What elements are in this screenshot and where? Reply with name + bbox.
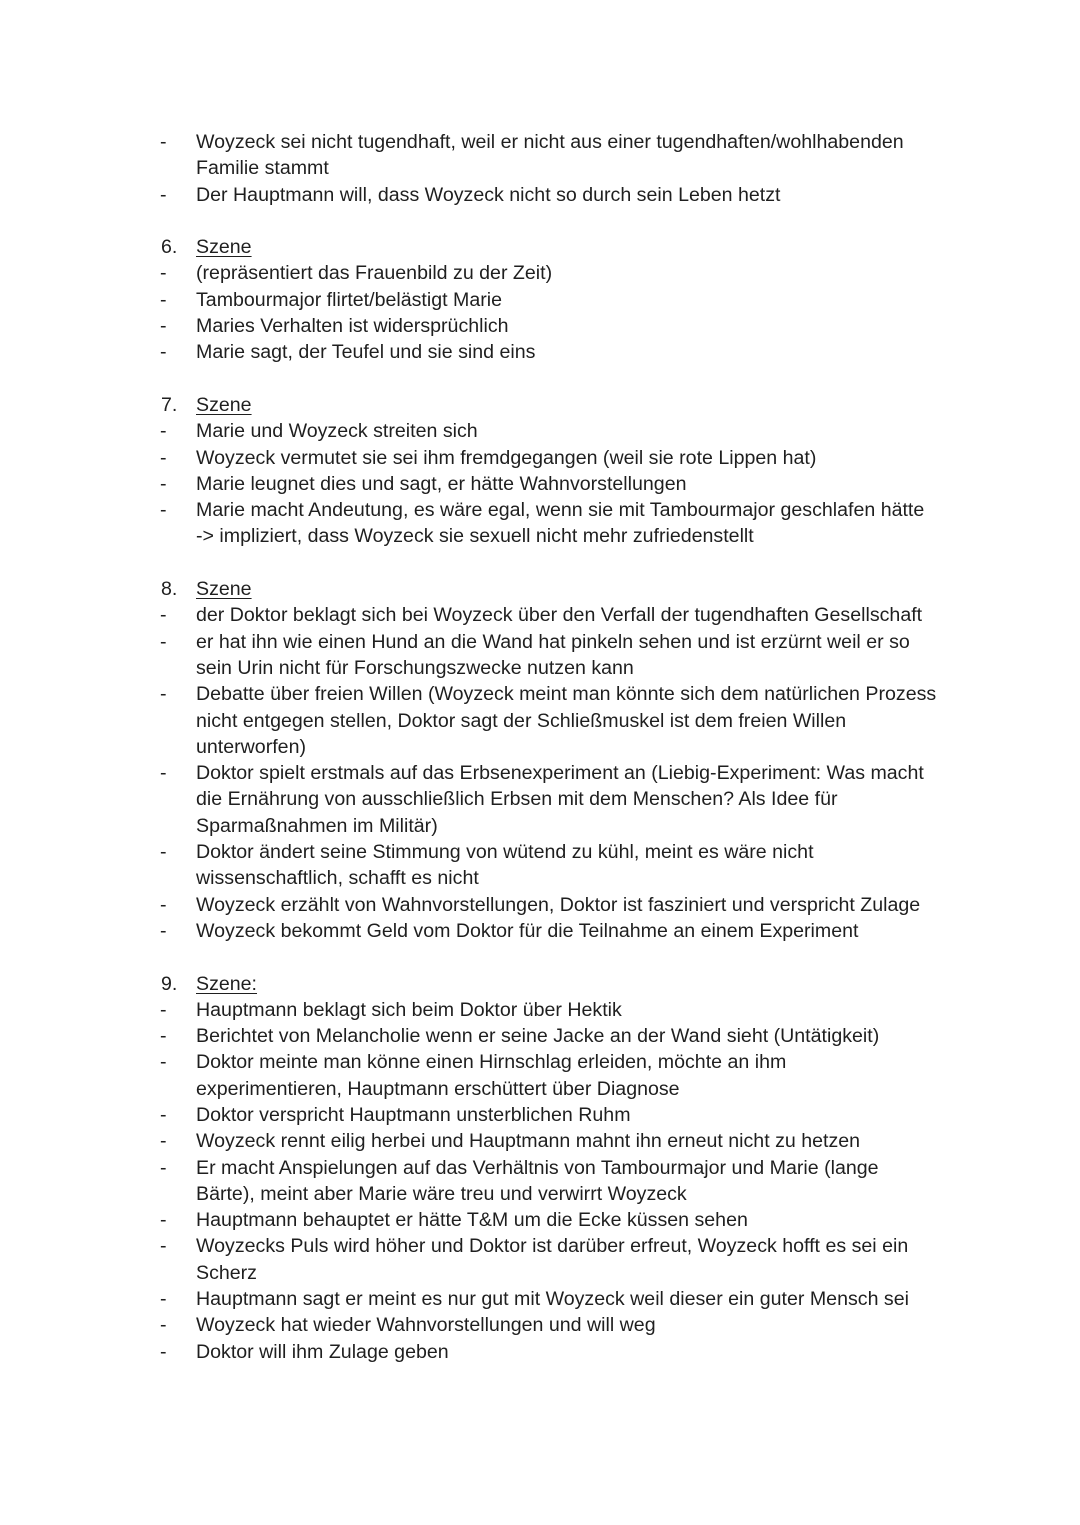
dash-marker: - [160, 1314, 167, 1337]
scene-title: Szene [196, 578, 252, 601]
scene-title: Szene [196, 393, 252, 416]
bullet-item [0, 1155, 1080, 1208]
bullet-line [0, 708, 1080, 734]
dash-marker: - [160, 1235, 167, 1258]
bullet-text: er hat ihn wie einen Hund an die Wand hat pinkeln sehen und ist erzürnt weil er so [196, 630, 910, 653]
intro-bullets [0, 129, 1080, 208]
bullet-item [0, 1339, 1080, 1365]
scene-heading [0, 971, 1080, 997]
bullet-text: Der Hauptmann will, dass Woyzeck nicht so durch sein Leben hetzt [196, 183, 781, 206]
bullet-line [0, 629, 1080, 655]
bullet-text: Woyzeck vermutet sie sei ihm fremdgegangen (weil sie rote Lippen hat) [196, 446, 817, 469]
bullet-item [0, 681, 1080, 760]
bullet-line [0, 681, 1080, 707]
bullet-text: Marie und Woyzeck streiten sich [196, 420, 478, 443]
scene-section [0, 971, 1080, 1365]
bullet-text: Doktor spielt erstmals auf das Erbsenexperiment an (Liebig-Experiment: Was macht [196, 762, 924, 785]
dash-marker: - [160, 315, 167, 338]
bullet-text: Tambourmajor flirtet/belästigt Marie [196, 288, 502, 311]
bullet-line [0, 182, 1080, 208]
bullet-text: Berichtet von Melancholie wenn er seine Jacke an der Wand sieht (Untätigkeit) [196, 1025, 880, 1048]
dash-marker: - [160, 683, 167, 706]
bullet-line [0, 1023, 1080, 1049]
bullet-line [0, 471, 1080, 497]
bullet-text: Marie sagt, der Teufel und sie sind eins [196, 341, 536, 364]
dash-marker: - [160, 262, 167, 285]
bullet-text: die Ernährung von ausschließlich Erbsen mit dem Menschen? Als Idee für [196, 788, 838, 811]
dash-marker: - [160, 841, 167, 864]
scene-number: 9. [161, 972, 178, 995]
bullet-line [0, 655, 1080, 681]
dash-marker: - [160, 472, 167, 495]
bullet-line [0, 523, 1080, 549]
dash-marker: - [160, 1288, 167, 1311]
bullet-item [0, 182, 1080, 208]
bullet-line [0, 1102, 1080, 1128]
bullet-text: Woyzeck rennt eilig herbei und Hauptmann mahnt ihn erneut nicht zu hetzen [196, 1130, 861, 1153]
dash-marker: - [160, 341, 167, 364]
bullet-text: nicht entgegen stellen, Doktor sagt der Schließmuskel ist dem freien Willen [196, 709, 847, 732]
bullet-line [0, 1181, 1080, 1207]
scene-number: 8. [161, 578, 178, 601]
bullet-item [0, 260, 1080, 286]
scene-title: Szene: [196, 972, 258, 995]
dash-marker: - [160, 131, 167, 153]
bullet-text: Woyzeck bekommt Geld vom Doktor für die Teilnahme an einem Experiment [196, 919, 859, 942]
notes-content [0, 129, 1080, 1365]
bullet-text: Woyzeck erzählt von Wahnvorstellungen, Doktor ist fasziniert und verspricht Zulage [196, 893, 921, 916]
bullet-line [0, 445, 1080, 471]
bullet-item [0, 918, 1080, 944]
bullet-line [0, 497, 1080, 523]
bullet-text: Doktor meinte man könne einen Hirnschlag erleiden, möchte an ihm [196, 1051, 787, 1074]
bullet-line [0, 602, 1080, 628]
bullet-line [0, 1155, 1080, 1181]
bullet-text: (repräsentiert das Frauenbild zu der Zeit) [196, 262, 553, 285]
bullet-item [0, 1312, 1080, 1338]
bullet-line [0, 1286, 1080, 1312]
bullet-item [0, 1207, 1080, 1233]
bullet-line [0, 760, 1080, 786]
bullet-line [0, 313, 1080, 339]
scene-section [0, 576, 1080, 944]
bullet-text: Woyzeck hat wieder Wahnvorstellungen und will weg [196, 1314, 656, 1337]
bullet-item [0, 1128, 1080, 1154]
dash-marker: - [160, 1156, 167, 1179]
scene-heading [0, 576, 1080, 602]
bullet-text: Familie stammt [196, 157, 329, 180]
dash-marker: - [160, 446, 167, 469]
bullet-text: -> impliziert, dass Woyzeck sie sexuell nicht mehr zufriedenstellt [196, 525, 754, 548]
bullet-text: Marie macht Andeutung, es wäre egal, wenn sie mit Tambourmajor geschlafen hätte [196, 499, 925, 522]
dash-marker: - [160, 762, 167, 785]
bullet-line [0, 287, 1080, 313]
dash-marker: - [160, 1025, 167, 1048]
scene-number: 6. [161, 236, 178, 259]
bullet-item [0, 1102, 1080, 1128]
bullet-item [0, 1286, 1080, 1312]
scene-heading [0, 234, 1080, 260]
dash-marker: - [160, 630, 167, 653]
bullet-line [0, 1233, 1080, 1259]
bullet-text: experimentieren, Hauptmann erschüttert über Diagnose [196, 1077, 680, 1100]
bullet-line [0, 129, 1080, 155]
bullet-text: Debatte über freien Willen (Woyzeck meint man könnte sich dem natürlichen Prozess [196, 683, 937, 706]
bullet-item [0, 1233, 1080, 1286]
bullet-line [0, 1049, 1080, 1075]
bullet-item [0, 129, 1080, 182]
bullet-text: Hauptmann sagt er meint es nur gut mit Woyzeck weil dieser ein guter Mensch sei [196, 1288, 909, 1311]
scene-section [0, 234, 1080, 365]
bullet-item [0, 1023, 1080, 1049]
bullet-line [0, 892, 1080, 918]
bullet-item [0, 497, 1080, 550]
dash-marker: - [160, 1103, 167, 1126]
bullet-text: Maries Verhalten ist widersprüchlich [196, 315, 509, 338]
bullet-text: Woyzeck sei nicht tugendhaft, weil er nicht aus einer tugendhaften/wohlhabenden [196, 131, 904, 153]
scene-number: 7. [161, 393, 178, 416]
section-spacer [0, 944, 1080, 970]
bullet-item [0, 602, 1080, 628]
dash-marker: - [160, 919, 167, 942]
dash-marker: - [160, 604, 167, 627]
bullet-line [0, 786, 1080, 812]
bullet-text: unterworfen) [196, 735, 306, 758]
bullet-text: Hauptmann beklagt sich beim Doktor über Hektik [196, 998, 622, 1021]
dash-marker: - [160, 893, 167, 916]
bullet-line [0, 339, 1080, 365]
dash-marker: - [160, 288, 167, 311]
bullet-item [0, 892, 1080, 918]
dash-marker: - [160, 420, 167, 443]
bullet-text: Doktor verspricht Hauptmann unsterblichen Ruhm [196, 1103, 631, 1126]
bullet-line [0, 813, 1080, 839]
bullet-line [0, 1260, 1080, 1286]
bullet-item [0, 997, 1080, 1023]
bullet-item [0, 760, 1080, 839]
bullet-item [0, 313, 1080, 339]
dash-marker: - [160, 499, 167, 522]
bullet-text: Sparmaßnahmen im Militär) [196, 814, 438, 837]
dash-marker: - [160, 1340, 167, 1363]
bullet-line [0, 918, 1080, 944]
bullet-text: Woyzecks Puls wird höher und Doktor ist darüber erfreut, Woyzeck hofft es sei ein [196, 1235, 909, 1258]
bullet-item [0, 839, 1080, 892]
bullet-line [0, 1076, 1080, 1102]
bullet-line [0, 1339, 1080, 1365]
dash-marker: - [160, 1209, 167, 1232]
dash-marker: - [160, 183, 167, 206]
bullet-item [0, 629, 1080, 682]
bullet-item [0, 287, 1080, 313]
bullet-line [0, 865, 1080, 891]
bullet-text: sein Urin nicht für Forschungszwecke nutzen kann [196, 656, 634, 679]
bullet-text: Hauptmann behauptet er hätte T&M um die Ecke küssen sehen [196, 1209, 748, 1232]
bullet-line [0, 1128, 1080, 1154]
bullet-item [0, 445, 1080, 471]
bullet-text: Doktor will ihm Zulage geben [196, 1340, 449, 1363]
section-spacer [0, 366, 1080, 392]
bullet-text: Bärte), meint aber Marie wäre treu und verwirrt Woyzeck [196, 1182, 687, 1205]
bullet-line [0, 1207, 1080, 1233]
dash-marker: - [160, 1130, 167, 1153]
bullet-line [0, 734, 1080, 760]
bullet-text: Marie leugnet dies und sagt, er hätte Wahnvorstellungen [196, 472, 687, 495]
dash-marker: - [160, 1051, 167, 1074]
bullet-text: Er macht Anspielungen auf das Verhältnis von Tambourmajor und Marie (lange [196, 1156, 879, 1179]
bullet-line [0, 155, 1080, 181]
section-spacer [0, 550, 1080, 576]
scene-title: Szene [196, 236, 252, 259]
bullet-line [0, 839, 1080, 865]
bullet-item [0, 1049, 1080, 1102]
bullet-item [0, 339, 1080, 365]
section-spacer [0, 208, 1080, 234]
bullet-text: der Doktor beklagt sich bei Woyzeck über den Verfall der tugendhaften Gesellschaft [196, 604, 923, 627]
bullet-line [0, 997, 1080, 1023]
bullet-text: Scherz [196, 1261, 257, 1284]
dash-marker: - [160, 998, 167, 1021]
scene-section [0, 392, 1080, 550]
bullet-line [0, 260, 1080, 286]
bullet-line [0, 418, 1080, 444]
bullet-line [0, 1312, 1080, 1338]
bullet-text: wissenschaftlich, schafft es nicht [196, 867, 479, 890]
bullet-text: Doktor ändert seine Stimmung von wütend zu kühl, meint es wäre nicht [196, 841, 814, 864]
bullet-item [0, 471, 1080, 497]
bullet-item [0, 418, 1080, 444]
scene-heading [0, 392, 1080, 418]
